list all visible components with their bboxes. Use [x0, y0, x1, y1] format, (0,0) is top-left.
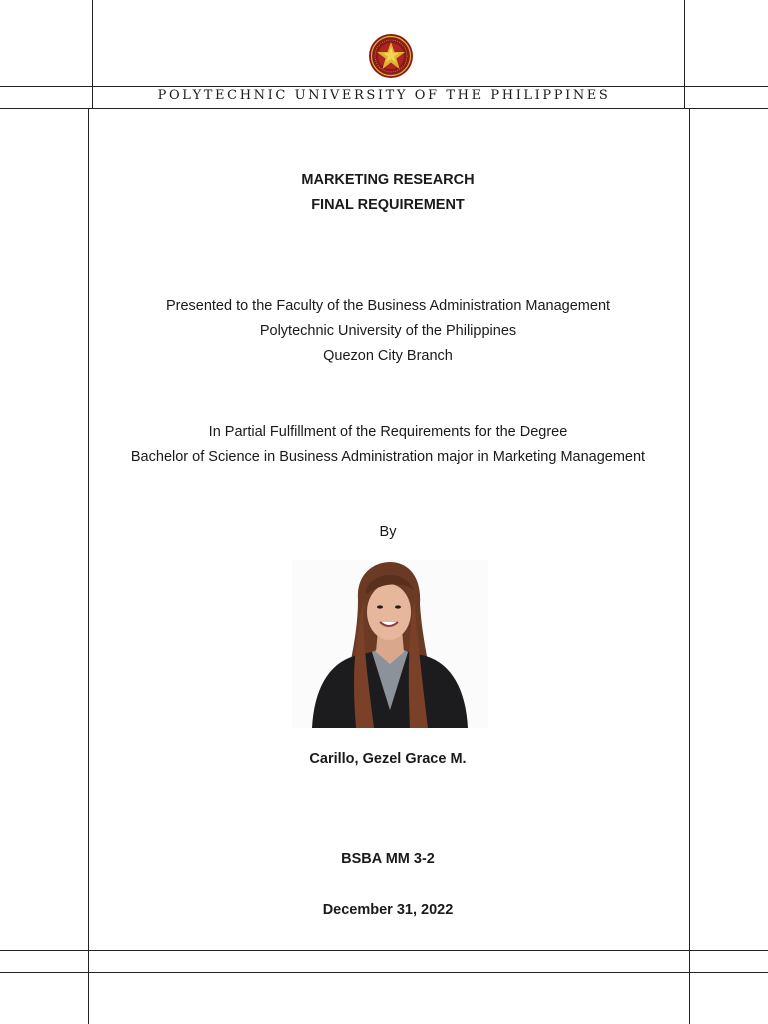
top-rule-lower — [0, 108, 768, 109]
presented-to-line3: Quezon City Branch — [323, 348, 453, 364]
bottom-rule-lower — [0, 972, 768, 973]
document-title-line2: FINAL REQUIREMENT — [311, 197, 465, 213]
presented-to-line1: Presented to the Faculty of the Business Administration Management — [165, 298, 611, 314]
left-border-line-lower — [88, 108, 89, 1024]
student-name: Carillo, Gezel Grace M. — [309, 751, 467, 767]
student-section: BSBA MM 3-2 — [341, 851, 435, 867]
right-border-line-lower — [689, 108, 690, 1024]
top-rule-upper — [0, 86, 768, 87]
university-name-header: POLYTECHNIC UNIVERSITY OF THE PHILIPPINES — [157, 88, 611, 103]
fulfillment-line1: In Partial Fulfillment of the Requirements for the Degree — [208, 424, 568, 440]
fulfillment-line2: Bachelor of Science in Business Administration major in Marketing Management — [130, 449, 646, 465]
document-title-line1: MARKETING RESEARCH — [301, 172, 475, 188]
university-seal-logo — [368, 33, 414, 79]
by-label: By — [379, 524, 397, 540]
bottom-rule-upper — [0, 950, 768, 951]
student-photo — [292, 560, 488, 728]
submission-date: December 31, 2022 — [322, 902, 454, 918]
presented-to-line2: Polytechnic University of the Philippines — [259, 323, 517, 339]
